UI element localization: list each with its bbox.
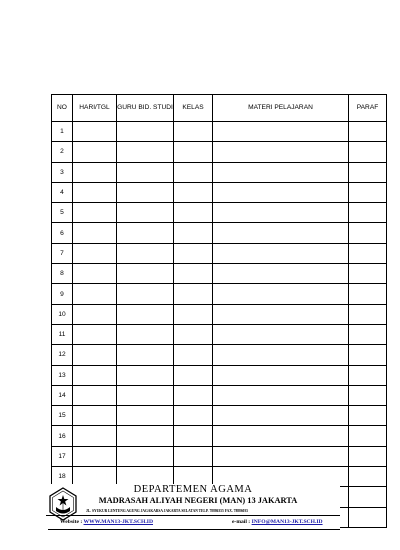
letterhead (46, 484, 340, 532)
class-cell[interactable] (174, 142, 213, 162)
topic-cell[interactable] (213, 426, 349, 446)
table-row (52, 446, 387, 466)
topic-cell[interactable] (213, 385, 349, 405)
letterhead-website (60, 519, 153, 525)
row-number: 6 (52, 223, 73, 243)
header-topic: MATERI PELAJARAN (213, 95, 349, 122)
class-cell[interactable] (174, 446, 213, 466)
teacher-cell[interactable] (117, 304, 174, 324)
row-number: 2 (52, 142, 73, 162)
table-row (52, 264, 387, 284)
topic-cell[interactable] (213, 324, 349, 344)
row-number: 3 (52, 162, 73, 182)
date-cell[interactable] (73, 365, 117, 385)
topic-cell[interactable] (213, 406, 349, 426)
class-cell[interactable] (174, 182, 213, 202)
teacher-cell[interactable] (117, 142, 174, 162)
row-number: 16 (52, 426, 73, 446)
topic-cell[interactable] (213, 304, 349, 324)
table-row (52, 365, 387, 385)
class-cell[interactable] (174, 264, 213, 284)
row-number: 9 (52, 284, 73, 304)
date-cell[interactable] (73, 243, 117, 263)
email-link[interactable]: INFO@MAN13-JKT.SCH.ID (251, 519, 323, 525)
table-row (52, 182, 387, 202)
date-cell[interactable] (73, 182, 117, 202)
row-number: 14 (52, 385, 73, 405)
class-cell[interactable] (174, 162, 213, 182)
teacher-cell[interactable] (117, 365, 174, 385)
table-row (52, 162, 387, 182)
row-number: 4 (52, 182, 73, 202)
teacher-cell[interactable] (117, 284, 174, 304)
row-number: 7 (52, 243, 73, 263)
teacher-cell[interactable] (117, 406, 174, 426)
date-cell[interactable] (73, 345, 117, 365)
website-label: Website : (60, 519, 83, 525)
signature-cell[interactable] (349, 223, 387, 243)
class-cell[interactable] (174, 324, 213, 344)
header-date: HARI/TGL (73, 95, 117, 122)
journal-table (51, 94, 387, 528)
signature-cell[interactable] (349, 284, 387, 304)
date-cell[interactable] (73, 324, 117, 344)
topic-cell[interactable] (213, 142, 349, 162)
teacher-cell[interactable] (117, 223, 174, 243)
signature-cell[interactable] (349, 122, 387, 142)
signature-cell[interactable] (349, 426, 387, 446)
date-cell[interactable] (73, 122, 117, 142)
teacher-cell[interactable] (117, 243, 174, 263)
class-cell[interactable] (174, 304, 213, 324)
class-cell[interactable] (174, 122, 213, 142)
row-number: 12 (52, 345, 73, 365)
letterhead-department: DEPARTEMEN AGAMA (133, 484, 253, 495)
row-number: 8 (52, 264, 73, 284)
letterhead-school-name: MADRASAH ALIYAH NEGERI (MAN) 13 JAKARTA (98, 496, 298, 505)
header-class: KELAS (174, 95, 213, 122)
date-cell[interactable] (73, 446, 117, 466)
class-cell[interactable] (174, 243, 213, 263)
row-number: 1 (52, 122, 73, 142)
signature-cell[interactable] (349, 467, 387, 487)
table-body (52, 122, 387, 528)
table-row (52, 284, 387, 304)
teacher-cell[interactable] (117, 385, 174, 405)
class-cell[interactable] (174, 406, 213, 426)
signature-cell[interactable] (349, 324, 387, 344)
row-number: 5 (52, 203, 73, 223)
date-cell[interactable] (73, 426, 117, 446)
table-row (52, 324, 387, 344)
topic-cell[interactable] (213, 365, 349, 385)
date-cell[interactable] (73, 162, 117, 182)
signature-cell[interactable] (349, 487, 387, 507)
website-link[interactable]: WWW.MAN13-JKT.SCH.ID (83, 519, 153, 525)
table-row (52, 406, 387, 426)
row-number: 15 (52, 406, 73, 426)
signature-cell[interactable] (349, 507, 387, 527)
topic-cell[interactable] (213, 223, 349, 243)
signature-cell[interactable] (349, 385, 387, 405)
class-cell[interactable] (174, 284, 213, 304)
teacher-cell[interactable] (117, 264, 174, 284)
header-no: NO (52, 95, 73, 122)
row-number: 17 (52, 446, 73, 466)
date-cell[interactable] (73, 406, 117, 426)
topic-cell[interactable] (213, 243, 349, 263)
topic-cell[interactable] (213, 162, 349, 182)
signature-cell[interactable] (349, 406, 387, 426)
row-number: 13 (52, 365, 73, 385)
class-cell[interactable] (174, 203, 213, 223)
signature-cell[interactable] (349, 345, 387, 365)
date-cell[interactable] (73, 284, 117, 304)
teacher-cell[interactable] (117, 324, 174, 344)
signature-cell[interactable] (349, 162, 387, 182)
table-row (52, 122, 387, 142)
email-label: e-mail : (232, 519, 251, 525)
date-cell[interactable] (73, 142, 117, 162)
class-cell[interactable] (174, 385, 213, 405)
signature-cell[interactable] (349, 243, 387, 263)
date-cell[interactable] (73, 385, 117, 405)
date-cell[interactable] (73, 264, 117, 284)
signature-cell[interactable] (349, 304, 387, 324)
table-header-row (52, 95, 387, 122)
topic-cell[interactable] (213, 345, 349, 365)
table-row (52, 426, 387, 446)
header-teacher: GURU BID. STUDI (117, 95, 174, 122)
signature-cell[interactable] (349, 446, 387, 466)
teacher-cell[interactable] (117, 162, 174, 182)
letterhead-email (232, 519, 323, 525)
date-cell[interactable] (73, 304, 117, 324)
header-signature: PARAF (349, 95, 387, 122)
topic-cell[interactable] (213, 182, 349, 202)
signature-cell[interactable] (349, 182, 387, 202)
row-number: 11 (52, 324, 73, 344)
teacher-cell[interactable] (117, 345, 174, 365)
class-cell[interactable] (174, 426, 213, 446)
signature-cell[interactable] (349, 203, 387, 223)
topic-cell[interactable] (213, 203, 349, 223)
letterhead-rule-top (46, 515, 340, 516)
table-row (52, 142, 387, 162)
date-cell[interactable] (73, 223, 117, 243)
topic-cell[interactable] (213, 284, 349, 304)
teacher-cell[interactable] (117, 446, 174, 466)
signature-cell[interactable] (349, 365, 387, 385)
table-row (52, 223, 387, 243)
row-number: 18 (52, 467, 73, 487)
table-row (52, 203, 387, 223)
table-row (52, 385, 387, 405)
letterhead-rule-bottom (48, 529, 340, 530)
date-cell[interactable] (73, 203, 117, 223)
teacher-cell[interactable] (117, 122, 174, 142)
signature-cell[interactable] (349, 142, 387, 162)
teacher-cell[interactable] (117, 426, 174, 446)
teacher-cell[interactable] (117, 203, 174, 223)
topic-cell[interactable] (213, 122, 349, 142)
signature-cell[interactable] (349, 264, 387, 284)
letterhead-address: JL. SYUKUR LENTENG AGUNG JAGAKARSA JAKARTA SELATAN TELP. 78886355 FAX. 78886035 (86, 509, 249, 513)
topic-cell[interactable] (213, 264, 349, 284)
teacher-cell[interactable] (117, 182, 174, 202)
topic-cell[interactable] (213, 446, 349, 466)
table-row (52, 304, 387, 324)
class-cell[interactable] (174, 345, 213, 365)
table-row (52, 243, 387, 263)
class-cell[interactable] (174, 365, 213, 385)
row-number: 10 (52, 304, 73, 324)
class-cell[interactable] (174, 223, 213, 243)
table-row (52, 345, 387, 365)
